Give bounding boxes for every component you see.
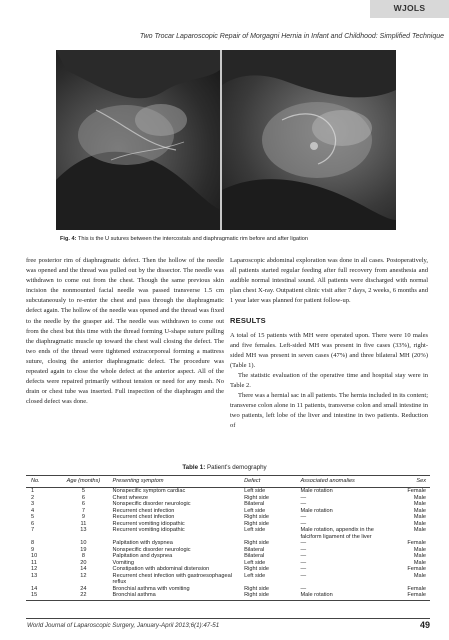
table-cell: Male: [413, 527, 426, 533]
table-cell: Nonspecific symptom cardiac: [112, 488, 186, 494]
table-cell: —: [300, 572, 307, 579]
table-cell: —: [300, 520, 307, 527]
table-cell: Recurrent chest infection with gastroesophageal reflux: [112, 572, 232, 585]
table-cell: 7: [81, 507, 85, 514]
table-cell: Right side: [244, 540, 269, 546]
body-paragraph: A total of 15 patients with MH were operated upon. There were 10 males and five females. Left-sided MH was present in five cases (33%), right-sided MH was present in seven cases (47%) and three bilateral MH (20%) (Table 1).: [230, 331, 428, 369]
table-cell: Male: [413, 553, 426, 559]
body-paragraph: Laparoscopic abdominal exploration was done in all cases. Postoperatively, all patients started regular feeding after full recovery from anesthesia and audible normal intestinal sound. All patients were discharged with normal plan chest X-ray. Outpatient clinic visit after 7 days, 2 weeks, 6 months and 1 year later was planned for patient follow-up.: [230, 257, 428, 305]
table-cell: Bronchial asthma: [111, 592, 243, 600]
column-header: Presenting symptom: [111, 476, 243, 488]
table-cell: Male: [413, 494, 426, 501]
table-cell: Left side: [244, 507, 266, 514]
table-cell: 8: [81, 553, 85, 559]
table-cell: Male: [413, 572, 426, 579]
table-cell: 15: [26, 592, 56, 600]
table-row: [26, 592, 430, 600]
patient-demography-table: [26, 475, 430, 601]
table-cell: Male: [413, 514, 426, 520]
body-paragraph: There was a hernial sac in all patients. The hernia included in its content; transverse colon alone in 11 patients, transverse colon and small intestine in two patients, left lobe of the liver and intestine in two patients. Reduction of: [230, 392, 428, 430]
table-cell: 12: [31, 566, 38, 572]
table-cell: Recurrent chest infection: [112, 507, 175, 514]
column-header: Defect: [242, 476, 298, 488]
table-cell: 4: [31, 507, 35, 514]
table-cell: 5: [81, 488, 85, 494]
table-cell: 22: [56, 592, 110, 600]
table-cell: Chest wheeze: [112, 494, 148, 501]
table-cell: 11: [31, 559, 37, 566]
table-cell: 12: [80, 572, 87, 579]
table-caption: [0, 464, 449, 471]
table-cell: —: [300, 566, 307, 572]
table-cell: —: [300, 559, 307, 566]
table-cell: 2: [31, 494, 35, 501]
table-cell: Male: [413, 546, 426, 553]
table-cell: 19: [80, 546, 87, 553]
table-caption-text: Patient's demography: [207, 464, 267, 471]
table-cell: 10: [80, 540, 87, 546]
table-cell: 24: [80, 585, 87, 592]
table-cell: 13: [31, 572, 38, 579]
table-cell: Bilateral: [244, 553, 265, 559]
table-cell: Male rotation: [300, 488, 333, 494]
table-cell: Left side: [244, 488, 266, 494]
table-cell: 14: [80, 566, 87, 572]
column-header: No.: [26, 476, 56, 488]
figure-caption-text: This is the U sutures between the intercostals and diaphragmatic rim before and after ligation: [77, 236, 309, 242]
table-cell: Nonspecific disorder neurologic: [112, 546, 191, 553]
column-header: Associated anomalies: [298, 476, 386, 488]
body-paragraph: The statistic evaluation of the operative time and hospital stay were in Table 2.: [230, 371, 428, 390]
photo-left-drawing: [56, 50, 220, 230]
figure-photo-before-ligation: [56, 50, 220, 230]
figure-4: [56, 50, 396, 230]
table-row: [26, 488, 430, 495]
table-cell: Male: [413, 520, 426, 527]
table-cell: 9: [81, 514, 85, 520]
table-cell: Female: [407, 540, 426, 546]
table-cell: —: [300, 514, 307, 520]
footer-citation: World Journal of Laparoscopic Surgery, January-April 2013;6(1):47-51: [27, 622, 220, 629]
table-cell: Palpitation and dyspnea: [112, 553, 173, 559]
figure-photo-after-ligation: [222, 50, 396, 230]
table-cell: —: [300, 494, 307, 501]
table-cell: Female: [407, 566, 426, 572]
table-cell: Recurrent vomiting idiopathic: [112, 520, 185, 527]
table-cell: Right side: [242, 592, 298, 600]
body-paragraph: free posterior rim of diaphragmatic defect. Then the hollow of the needle was opened and the thread was pulled out by the dissector. The needle was withdrawn to come out from the chest. Though the same previous skin incision the nonmounted facial needle was passed transverse 1.5 cm subcutaneously to re-enter the chest and pass through the diaphragmatic defect again. The hollow of the needle was opened and the thread was fixed to the needle by the grasper aid. The needle was withdrawn to come out from the chest but this time with the thread forming U-shape suture pulling the diaphragmatic muscle up toward the chest wall closing the defect. The two ends of the thread were tightened extracorporeal forming a mattress suture, closing the anterior diaphragmatic defect. The procedure was repeated again to close the whole defect at the anterior aspect. All of the defects were repaired primarily without tension or need for any mesh. No drain or chest tube was inserted. Full inspection of the diaphragm and the closed defect was done.: [26, 257, 224, 406]
table-cell: 8: [31, 540, 35, 546]
table-cell: —: [300, 540, 307, 546]
table-cell: 20: [80, 559, 87, 566]
table-cell: Right side: [244, 520, 269, 527]
table-cell: Right side: [244, 494, 269, 501]
table-header-row: [26, 476, 430, 488]
section-heading-results: RESULTS: [230, 316, 266, 326]
table-cell: Left side: [244, 572, 266, 579]
table-cell: Male rotation, appendix in the falciform ligament of the liver: [300, 527, 374, 540]
table-cell: 9: [31, 546, 35, 553]
table-cell: Male rotation: [300, 507, 333, 514]
table-cell: Male: [413, 501, 426, 507]
table-cell: Recurrent vomiting idiopathic: [112, 527, 185, 533]
table-cell: Recurrent chest infection: [112, 514, 175, 520]
table-cell: Bilateral: [244, 546, 265, 553]
table-cell: 11: [80, 520, 87, 527]
table-cell: —: [300, 585, 307, 592]
table-cell: 3: [31, 501, 35, 507]
table-cell: Vomiting: [112, 559, 135, 566]
journal-abbreviation: WJOLS: [393, 3, 426, 13]
table-cell: 10: [31, 553, 38, 559]
right-text-column: [230, 256, 428, 432]
column-header: Sex: [386, 476, 430, 488]
table-cell: Male: [413, 507, 426, 514]
table-row: [26, 527, 430, 540]
table-cell: 5: [31, 514, 35, 520]
table-cell: 6: [81, 501, 85, 507]
table-cell: 1: [31, 488, 35, 494]
running-title: Two Trocar Laparoscopic Repair of Morgagni Hernia in Infant and Childhood: Simplified Technique: [139, 33, 444, 40]
table-cell: Female: [407, 585, 426, 592]
table-cell: —: [300, 546, 307, 553]
table-cell: —: [300, 501, 307, 507]
table-body: [26, 488, 430, 601]
table-cell: 14: [31, 585, 38, 592]
table-cell: Female: [407, 488, 426, 494]
photo-right-drawing: [222, 50, 396, 230]
table-cell: Bronchial asthma with vomiting: [112, 585, 190, 592]
figure-caption: [60, 236, 395, 242]
table-cell: Right side: [244, 585, 269, 592]
table-cell: Nonspecific disorder neurologic: [112, 501, 191, 507]
table-cell: 6: [31, 520, 35, 527]
table-label: Table 1:: [182, 464, 206, 471]
figure-label: Fig. 4:: [60, 236, 77, 242]
left-text-column: [26, 256, 224, 407]
page-number: 49: [419, 620, 430, 630]
table-cell: Bilateral: [244, 501, 265, 507]
table-cell: Left side: [244, 527, 266, 533]
column-header: Age (months): [56, 476, 110, 488]
table-cell: Female: [386, 592, 430, 600]
table-cell: Left side: [244, 559, 266, 566]
table-cell: 13: [80, 527, 87, 533]
table-cell: 7: [31, 527, 35, 533]
table-row: [26, 573, 430, 586]
table-cell: Constipation with abdominal distension: [112, 566, 210, 572]
table-cell: Right side: [244, 514, 269, 520]
table-cell: —: [300, 553, 307, 559]
footer-rule: [26, 618, 430, 619]
table-cell: Male: [413, 559, 426, 566]
table-cell: Palpitation with dyspnea: [112, 540, 173, 546]
table-cell: 6: [81, 494, 85, 501]
table-cell: Male rotation: [298, 592, 386, 600]
table-cell: Right side: [244, 566, 269, 572]
